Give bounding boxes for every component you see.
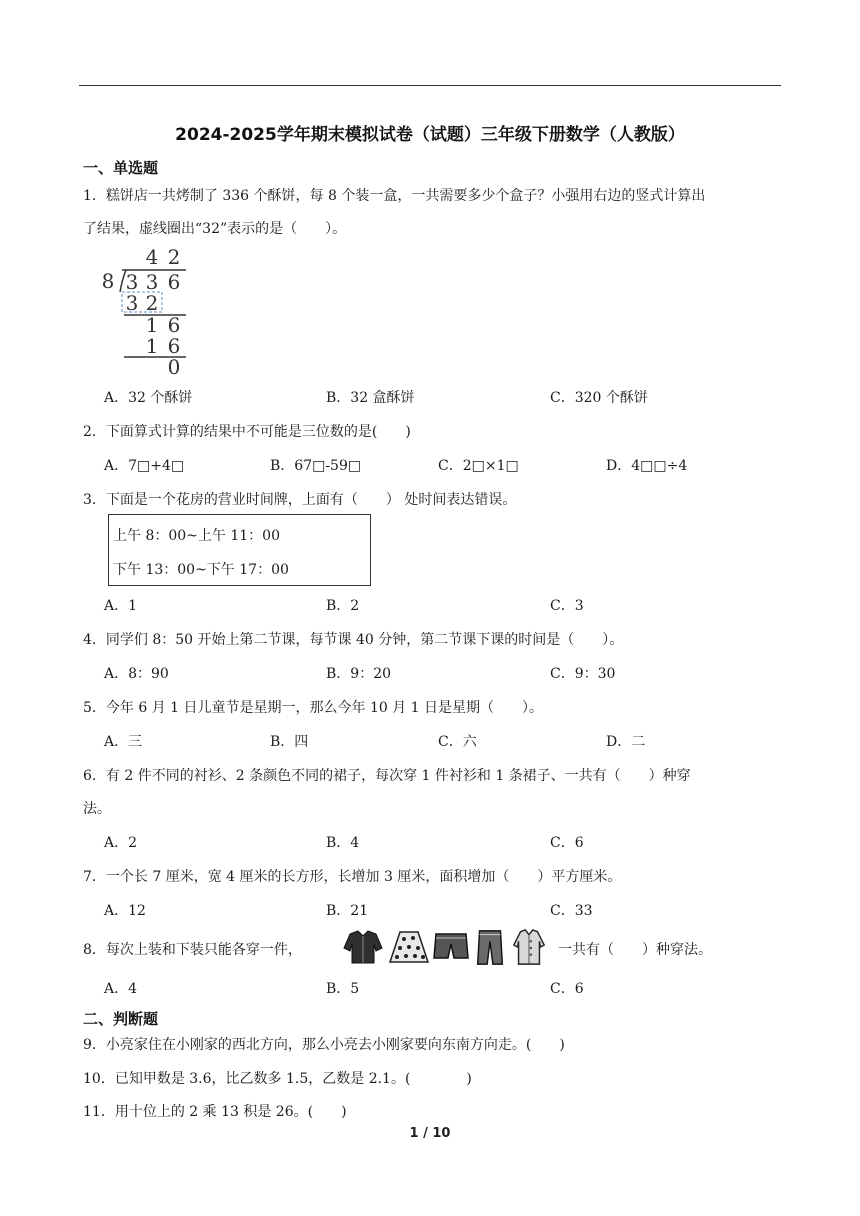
long-division-figure	[98, 244, 198, 378]
page-title: 2024-2025学年期末模拟试卷（试题）三年级下册数学（人教版）	[175, 125, 685, 145]
quotient-digit: 2	[167, 245, 181, 269]
remainder-digit: 0	[167, 355, 181, 378]
dividend-digit: 3	[125, 270, 139, 294]
question-6-line-1: 6．有 2 件不同的衬衫、2 条颜色不同的裙子，每次穿 1 件衬衫和 1 条裙子、一共有（ ）种穿	[83, 768, 691, 784]
step-digit: 1	[145, 313, 159, 337]
question-11: 11．用十位上的 2 乘 13 积是 26。( )	[83, 1104, 347, 1120]
q2-option-c: C．2□×1□	[438, 458, 519, 474]
q4-option-a: A．8：90	[104, 666, 169, 682]
q8-option-a: A．4	[104, 981, 138, 997]
q6-option-a: A．2	[104, 835, 138, 851]
q2-option-b: B．67□-59□	[270, 458, 362, 474]
shorts-icon	[432, 928, 470, 966]
polka-dot-skirt-icon	[388, 928, 430, 966]
dividend-digit: 6	[167, 270, 181, 294]
question-10: 10．已知甲数是 3.6，比乙数多 1.5，乙数是 2.1。( )	[83, 1071, 472, 1087]
quotient-digit: 4	[145, 245, 159, 269]
q4-option-b: B．9：20	[326, 666, 392, 682]
q1-option-a: A．32 个酥饼	[104, 390, 193, 406]
q3-option-c: C．3	[550, 598, 584, 614]
q2-option-d: D．4□□÷4	[606, 458, 688, 474]
question-8-suffix: 一共有（ ）种穿法。	[558, 942, 712, 958]
question-5: 5．今年 6 月 1 日儿童节是星期一，那么今年 10 月 1 日是星期（ ）。	[83, 700, 544, 716]
divisor: 8	[101, 269, 115, 293]
question-6-line-2: 法。	[83, 801, 111, 817]
q5-option-b: B．四	[270, 734, 309, 750]
q3-option-a: A．1	[104, 598, 138, 614]
step-digit: 1	[145, 334, 159, 358]
header-rule	[79, 85, 781, 86]
q6-option-c: C．6	[550, 835, 584, 851]
question-7: 7．一个长 7 厘米，宽 4 厘米的长方形，长增加 3 厘米，面积增加（ ）平方厘米。	[83, 869, 622, 885]
q4-option-c: C．9：30	[550, 666, 616, 682]
q6-option-b: B．4	[326, 835, 360, 851]
step-digit: 3	[125, 291, 139, 315]
question-4: 4．同学们 8：50 开始上第二节课，每节课 40 分钟，第二节课下课的时间是（ ）。	[83, 632, 624, 648]
q5-option-c: C．六	[438, 734, 477, 750]
q2-option-a: A．7□+4□	[104, 458, 185, 474]
q7-option-a: A．12	[104, 903, 146, 919]
q7-option-c: C．33	[550, 903, 593, 919]
section-single-choice: 一、单选题	[83, 159, 159, 177]
q8-option-c: C．6	[550, 981, 584, 997]
page-number: 1 / 10	[409, 1126, 451, 1141]
q5-option-a: A．三	[104, 734, 143, 750]
sign-line-morning: 上午 8：00~上午 11：00	[113, 528, 280, 544]
dividend-digit: 3	[145, 270, 159, 294]
question-8-prefix: 8．每次上装和下装只能各穿一件，	[83, 942, 302, 958]
step-digit: 6	[167, 313, 181, 337]
step-digit: 2	[145, 291, 159, 315]
q1-option-c: C．320 个酥饼	[550, 390, 648, 406]
opening-hours-sign	[108, 514, 371, 586]
question-9: 9．小亮家住在小刚家的西北方向，那么小亮去小刚家要向东南方向走。( )	[83, 1037, 565, 1053]
q5-option-d: D．二	[606, 734, 646, 750]
jacket-icon	[342, 928, 384, 966]
question-1-line-2: 了结果，虚线圈出“32”表示的是（ ）。	[83, 221, 347, 237]
step-digit: 6	[167, 334, 181, 358]
q1-option-b: B．32 盒酥饼	[326, 390, 415, 406]
question-3: 3．下面是一个花房的营业时间牌，上面有（ ） 处时间表达错误。	[83, 492, 517, 508]
trousers-icon	[474, 928, 506, 966]
q7-option-b: B．21	[326, 903, 369, 919]
sign-line-afternoon: 下午 13：00~下午 17：00	[113, 562, 289, 578]
question-2: 2．下面算式计算的结果中不可能是三位数的是( )	[83, 424, 411, 440]
question-1-line-1: 1．糕饼店一共烤制了 336 个酥饼，每 8 个装一盒，一共需要多少个盒子？小强用右边的竖式计算出	[83, 188, 706, 204]
q8-option-b: B．5	[326, 981, 360, 997]
coat-icon	[510, 928, 548, 966]
section-judgement: 二、判断题	[83, 1010, 159, 1028]
q3-option-b: B．2	[326, 598, 360, 614]
